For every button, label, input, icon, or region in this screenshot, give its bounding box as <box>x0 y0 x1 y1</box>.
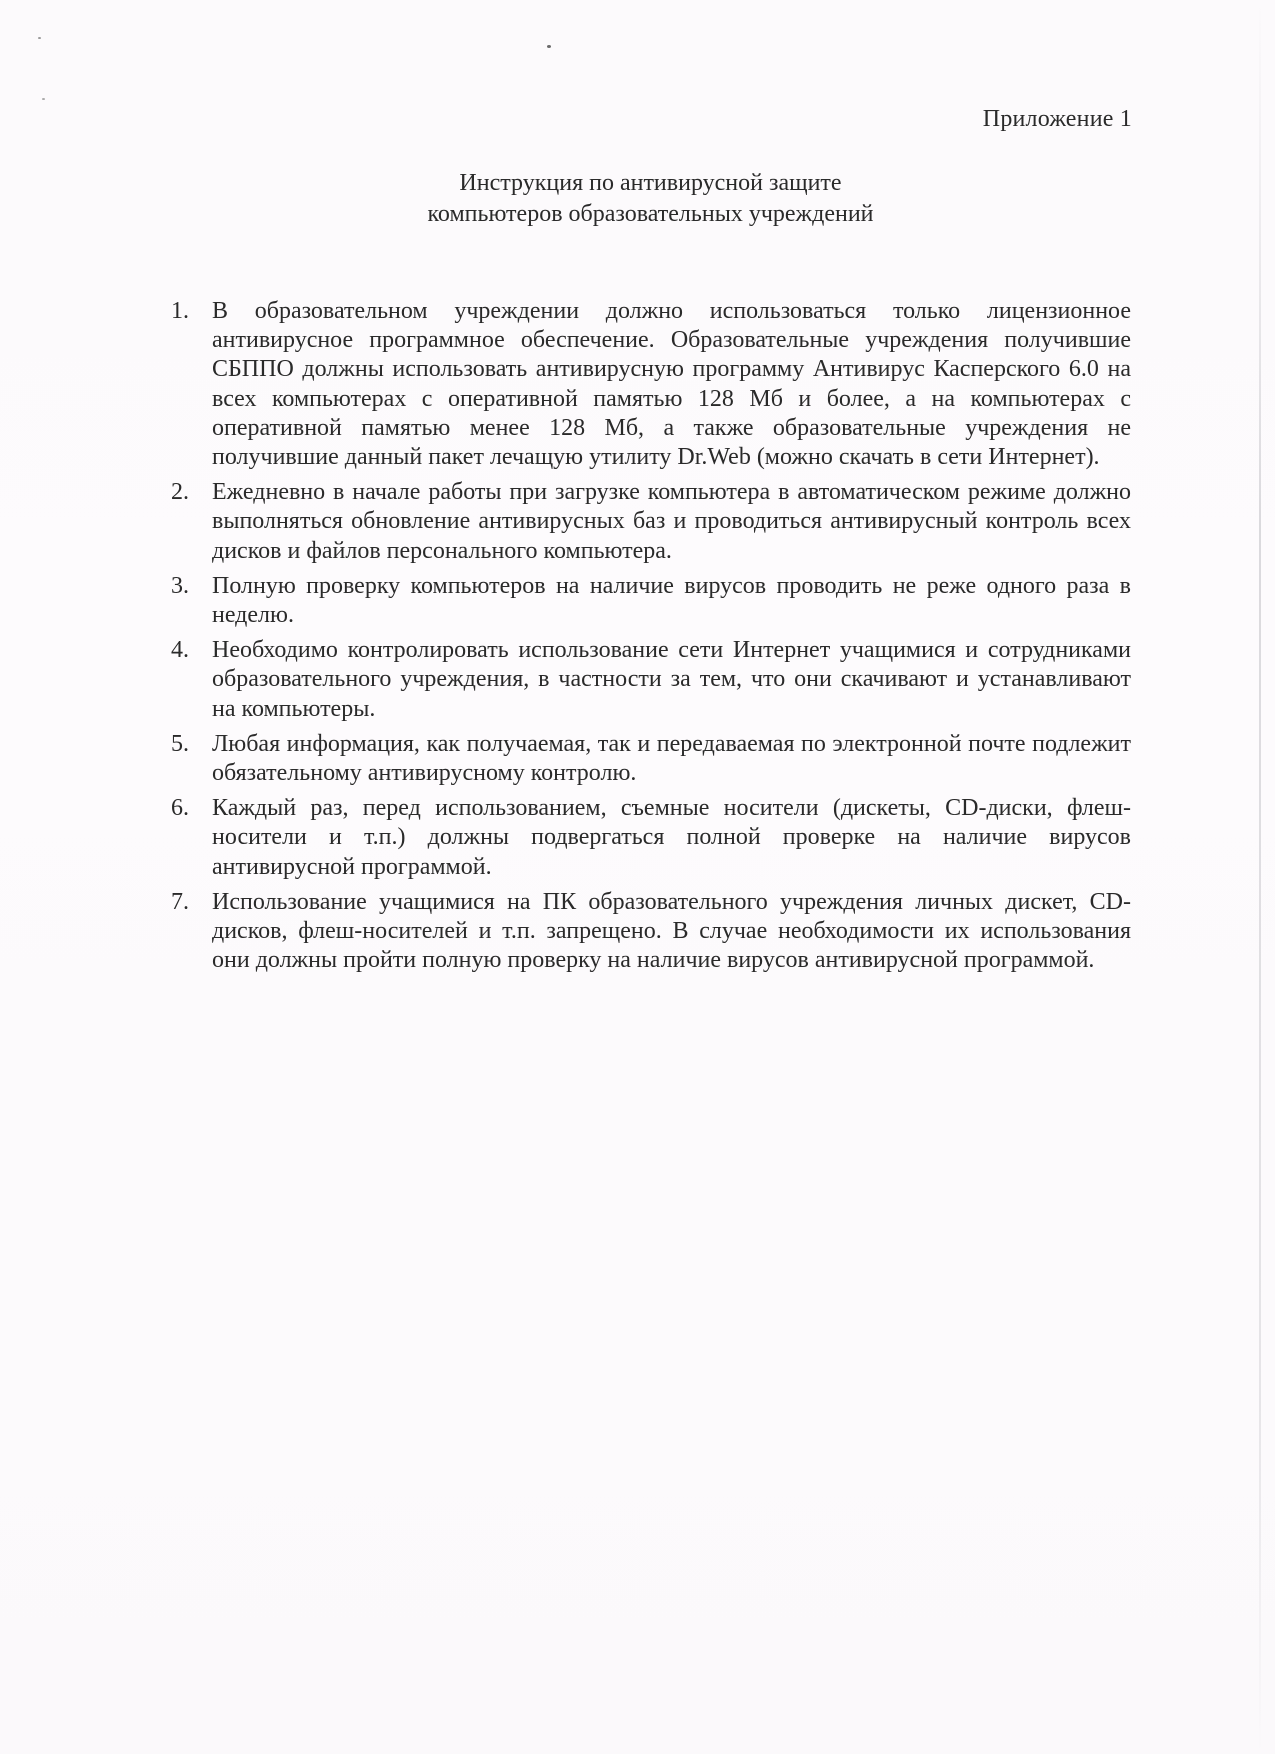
list-item <box>171 297 1131 472</box>
list-item-number: 7. <box>171 888 189 915</box>
list-item-text: В образовательном учреждении должно использоваться только лицензионное антивирусное программное обеспечение. Образовательные учреждения получившие СБППО должны использовать антивирусную программу Антивирус Касперского 6.0 на всех компьютерах с оперативной памятью 128 Мб и более, а на компьютерах с оперативной памятью менее 128 Мб, а также образовательные учреждения не получившие данный пакет лечащую утилиту Dr.Web (можно скачать в сети Интернет). <box>212 298 1131 471</box>
list-item <box>171 730 1131 788</box>
list-item-text: Ежедневно в начале работы при загрузке компьютера в автоматическом режиме должно выполняться обновление антивирусных баз и проводиться антивирусный контроль всех дисков и файлов персонального компьютера. <box>212 479 1131 564</box>
scan-edge-shadow <box>1259 0 1261 1754</box>
list-item-text: Любая информация, как получаемая, так и передаваемая по электронной почте подлежит обязательному антивирусному контролю. <box>212 730 1131 787</box>
list-item-number: 4. <box>171 637 189 664</box>
title-line-1: Инструкция по антивирусной защите <box>459 170 842 196</box>
list-item-number: 5. <box>171 730 189 757</box>
scan-speck <box>38 37 41 39</box>
list-item <box>171 636 1131 724</box>
instruction-list <box>171 297 1131 981</box>
list-item-number: 3. <box>171 572 189 599</box>
list-item-text: Каждый раз, перед использованием, съемные носители (дискеты, CD-диски, флеш-носители и т.п.) должны подвергаться полной проверке на наличие вирусов антивирусной программой. <box>212 795 1131 880</box>
document-title <box>0 168 1275 230</box>
appendix-label: Приложение 1 <box>982 106 1132 132</box>
list-item-text: Необходимо контролировать использование сети Интернет учащимися и сотрудниками образовательного учреждения, в частности за тем, что они скачивают и устанавливают на компьютеры. <box>212 637 1131 722</box>
list-item <box>171 888 1131 976</box>
list-item-text: Полную проверку компьютеров на наличие вирусов проводить не реже одного раза в неделю. <box>212 572 1131 629</box>
list-item-number: 1. <box>171 298 189 324</box>
list-item-text: Использование учащимися на ПК образовательного учреждения личных дискет, CD-дисков, флеш-носителей и т.п. запрещено. В случае необходимости их использования они должны пройти полную проверку на наличие вирусов антивирусной программой. <box>212 888 1131 974</box>
list-item-number: 6. <box>171 795 189 822</box>
scan-speck <box>42 98 45 100</box>
list-item <box>171 478 1131 566</box>
title-line-2: компьютеров образовательных учреждений <box>427 201 874 227</box>
list-item <box>171 572 1131 630</box>
scan-speck <box>547 45 551 48</box>
list-item-number: 2. <box>171 479 189 506</box>
list-item <box>171 794 1131 882</box>
